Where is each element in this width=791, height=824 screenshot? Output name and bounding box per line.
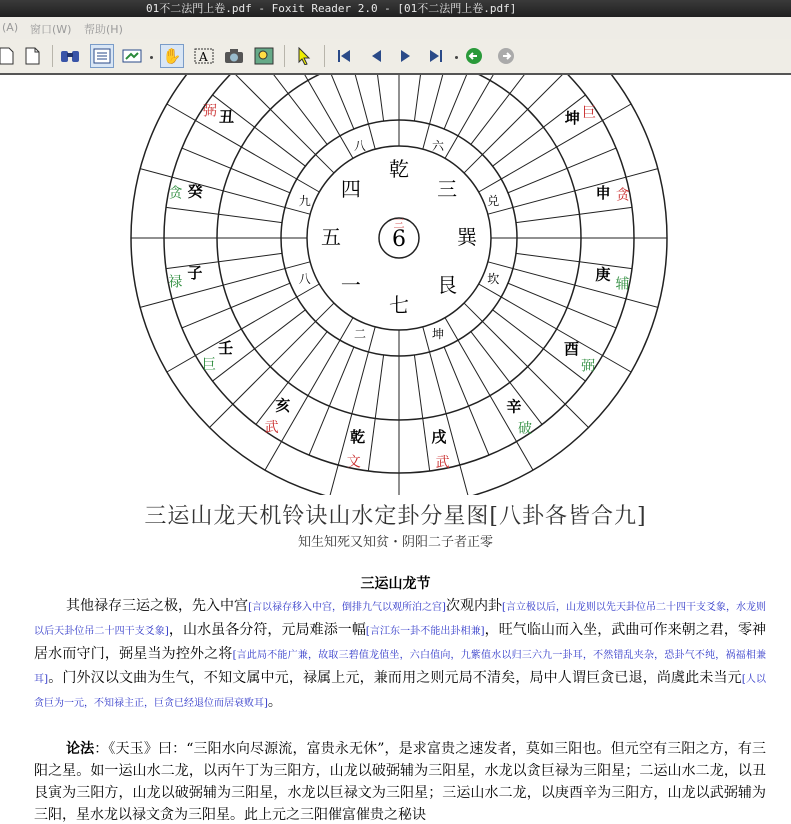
- annotation-note: [言立极以后，山龙则以先天卦位吊二十四干支爻象，水龙则以后天卦位吊二十四干支爻象]: [34, 602, 766, 637]
- inner-label: 坤: [432, 327, 445, 342]
- ring-cell-star: 武: [264, 420, 279, 437]
- toolbar-separator: [324, 45, 325, 67]
- paragraph-2-text: ：《天玉》曰：“三阳水向尽源流，富贵永无休”，是求富贵之速发者，莫如三阳也。但元空有三阳之方，有三阳之星。如一运山水二龙，以丙午丁为三阳方，山龙以破弼辅为三阳星，水龙以贪巨禄为三阳星；二运山水二龙，以丑艮寅为三阳方，山龙以破弼辅为三阳星，水龙以巨禄文为三阳星；三运山水二龙，以庚酉辛为三阳方，山龙以武弼辅为三阳，星水龙以禄文贪为三阳星。此上元之三阳催富催贵之秘诀: [34, 741, 767, 823]
- ring-cell-label: 酉: [564, 340, 580, 359]
- diagram-spoke: [368, 75, 383, 121]
- annotation-note: [言江东一卦不能出卦相兼]: [365, 626, 485, 637]
- diagram-spoke: [209, 303, 333, 427]
- menu-bar: [0, 17, 791, 40]
- ring-cell-star: 文: [346, 454, 361, 471]
- diagram-spoke: [444, 347, 489, 455]
- ring-cell-label: 申: [595, 184, 611, 203]
- ring-cell-star: 弼: [202, 103, 217, 120]
- center-number: 6: [392, 227, 406, 252]
- diagram-spoke: [516, 207, 632, 222]
- inner-label: 巽: [457, 225, 477, 249]
- ring-cell-label: 坤: [564, 109, 580, 128]
- first-page-icon[interactable]: [332, 44, 356, 68]
- inner-label: 五: [321, 225, 341, 249]
- section-title: 三运山龙节: [360, 576, 431, 592]
- title-bar: [0, 0, 791, 17]
- inner-label: 兑: [487, 193, 500, 208]
- select-arrow-icon[interactable]: [292, 44, 316, 68]
- ring-cell-label: 癸: [187, 182, 203, 201]
- forward-icon[interactable]: [494, 44, 518, 68]
- diagram-spoke: [479, 284, 631, 375]
- annotation-note: [言此局不能广兼，故取三碧值龙值坐，六白值向，九紫值水以归三六九一卦耳，不然错乱夹杂，恐卦气不纯，祸福相兼耳]: [34, 650, 767, 685]
- inner-label: 七: [389, 293, 409, 317]
- document-view[interactable]: [0, 75, 791, 824]
- paragraph-1-text: 。门外汉以文曲为生气，不知文属中元，禄属上元，兼而用之则元局不清矣: [48, 670, 516, 686]
- ring-cell-label: 丑: [218, 107, 234, 126]
- toolbar: [0, 39, 791, 75]
- inner-label: 一: [340, 273, 361, 298]
- svg-text:A: A: [199, 50, 208, 64]
- ring-cell-star: 破: [517, 421, 532, 438]
- center-label: 三: [393, 217, 405, 230]
- toolbar-dot: [455, 56, 458, 59]
- ring-cell-star: 弼: [581, 358, 596, 375]
- inner-label: 坎: [487, 272, 500, 287]
- diagram-spoke: [414, 355, 429, 471]
- window-title: 01不二法門上卷.pdf - Foxit Reader 2.0 - [01不二法門上卷.pdf]: [146, 2, 517, 15]
- ring-cell-star: 武: [435, 454, 450, 471]
- diagram-spoke: [256, 75, 327, 144]
- diagram-spoke: [368, 355, 383, 471]
- diagram-spoke: [516, 253, 632, 268]
- ring-cell-star: 贪: [615, 187, 630, 204]
- page-icon[interactable]: [0, 44, 18, 68]
- diagram-spoke: [166, 253, 282, 268]
- paragraph-1-text: 其他禄存三运之极，先入中宫: [66, 598, 249, 614]
- binoculars-icon[interactable]: [58, 44, 82, 68]
- prev-page-icon[interactable]: [364, 44, 388, 68]
- inner-label: 八: [298, 272, 311, 287]
- diagram-spoke: [265, 318, 353, 470]
- diagram-spoke: [309, 347, 354, 455]
- inner-label: 九: [298, 193, 311, 208]
- inner-label: 三: [437, 176, 458, 201]
- zoom-tool-icon[interactable]: [252, 44, 276, 68]
- annotation-note: [人以贪巨为一元，不知禄主正，巨贪已经退位而居衰败耳]: [34, 674, 767, 709]
- back-icon[interactable]: [462, 44, 486, 68]
- diagram-spoke: [471, 75, 542, 144]
- annotation-note: [言以禄存移入中宫，倒排九气以观所泊之宫]: [248, 602, 446, 613]
- inner-label: 四: [340, 176, 361, 201]
- ring-cell-star: 辅: [615, 276, 630, 293]
- snapshot-icon[interactable]: [222, 44, 246, 68]
- diagram-spoke: [182, 283, 290, 328]
- ring-cell-label: 子: [187, 263, 203, 282]
- toolbar-separator: [284, 45, 285, 67]
- diagram-subcaption: 知生知死又知贫・阴阳二子者正零: [297, 535, 493, 550]
- paragraph-1-text: 。: [267, 694, 282, 710]
- ring-cell-star: 贪: [168, 185, 183, 202]
- diagram-spoke: [445, 318, 533, 470]
- diagram-caption: 三运山龙天机铃诀山水定卦分星图[八卦各皆合九]: [144, 504, 647, 529]
- paragraph-2-label: 论法: [66, 741, 95, 757]
- diagram-spoke: [166, 207, 282, 222]
- diagram-rings: [131, 75, 667, 495]
- toolbar-separator: [52, 45, 53, 67]
- menu-item-a[interactable]: (A): [2, 21, 19, 34]
- fit-width-icon[interactable]: [120, 44, 144, 68]
- new-page-icon[interactable]: [20, 44, 44, 68]
- hand-tool-icon[interactable]: ✋: [160, 44, 184, 68]
- inner-label: 八: [353, 138, 366, 153]
- ring-cell-star: 禄: [168, 274, 183, 291]
- paragraph-1-text: ，局中人谓巨贪已退，尚虞此未当元: [515, 670, 742, 686]
- paragraph-1: [34, 595, 766, 715]
- diagram-spoke: [167, 104, 319, 192]
- diagram-spoke: [414, 75, 429, 121]
- single-page-icon[interactable]: [90, 44, 114, 68]
- ring-cell-label: 壬: [218, 338, 234, 357]
- inner-label: 二: [353, 327, 366, 342]
- ring-cell-star: 巨: [582, 105, 597, 122]
- text-select-icon[interactable]: [192, 44, 216, 68]
- ring-cell-label: 庚: [595, 265, 611, 284]
- ring-cell-label: 乾: [350, 427, 366, 446]
- inner-label: 乾: [389, 157, 409, 181]
- ring-cell-label: 亥: [275, 396, 291, 415]
- next-page-icon[interactable]: [394, 44, 418, 68]
- ring-cell-star: 巨: [201, 356, 216, 373]
- compass-diagram: [0, 75, 791, 495]
- last-page-icon[interactable]: [424, 44, 448, 68]
- paragraph-1-text: ，山水虽各分符，元局难添一幅: [168, 622, 366, 638]
- diagram-spoke: [508, 283, 616, 328]
- menu-item-help[interactable]: 帮助(H): [84, 23, 123, 36]
- toolbar-dot: [150, 56, 153, 59]
- paragraph-2: [34, 738, 766, 824]
- inner-label: 艮: [437, 273, 458, 298]
- menu-item-window[interactable]: 窗口(W): [30, 23, 72, 36]
- diagram-spoke: [464, 303, 588, 427]
- diagram-spoke: [167, 284, 319, 372]
- ring-cell-label: 戌: [431, 428, 447, 447]
- inner-label: 六: [432, 138, 445, 153]
- ring-cell-label: 辛: [506, 397, 522, 416]
- diagram-spoke: [479, 104, 631, 192]
- paragraph-1-text: 次观内卦: [445, 598, 502, 614]
- paragraph-1-text: ，旺气临山而入坐，武曲可作来朝之君，零神居水而守门，弼星当为控外之将: [34, 622, 767, 662]
